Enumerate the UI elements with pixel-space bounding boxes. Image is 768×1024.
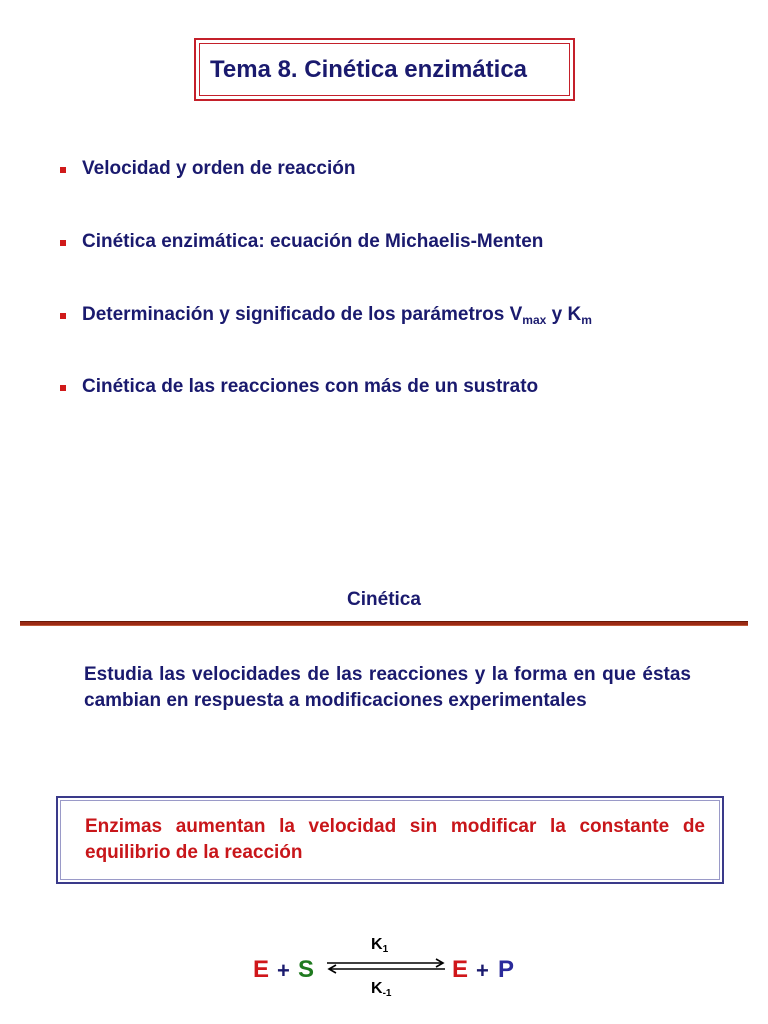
km-subscript: m [581,313,592,327]
equilibrium-arrows-icon [325,958,447,974]
plus-sign-2: + [476,958,489,983]
k1-letter: K [371,936,383,953]
section-title: Cinética [347,589,421,610]
bullet-square-icon [60,167,66,173]
note-text: Enzimas aumentan la velocidad sin modificar la constante de equilibrio de la reacción [85,816,705,863]
definition-paragraph: Estudia las velocidades de las reacciones y la forma en que éstas cambian en respuesta a modificaciones experimentales [84,664,691,711]
km1-letter: K [371,980,383,997]
vmax-subscript: max [522,313,547,327]
reverse-rate-constant [371,980,391,998]
plus-sign: + [277,958,290,983]
bullet-text-main: Determinación y significado de los parámetros V [82,304,523,325]
bullet-text [82,304,592,326]
substrate-symbol: S [298,956,315,983]
bullet-square-icon [60,240,66,246]
bullet-square-icon [60,313,66,319]
bullet-text: Cinética enzimática: ecuación de Michaelis-Menten [82,231,544,252]
bullet-text: Cinética de las reacciones con más de un sustrato [82,376,539,397]
km1-subscript: -1 [382,988,392,999]
bullet-text: Velocidad y orden de reacción [82,158,356,179]
bullet-square-icon [60,385,66,391]
k1-subscript: 1 [382,944,389,955]
product-symbol: P [498,956,515,983]
forward-rate-constant [371,936,388,954]
note-box [56,796,724,884]
title-box [194,38,575,101]
section-divider [20,621,748,626]
enzyme-symbol: E [253,956,270,983]
bullet-text-mid: y K [546,304,582,325]
enzyme-product-symbol: E [452,956,469,983]
page-title: Tema 8. Cinética enzimática [210,56,528,83]
